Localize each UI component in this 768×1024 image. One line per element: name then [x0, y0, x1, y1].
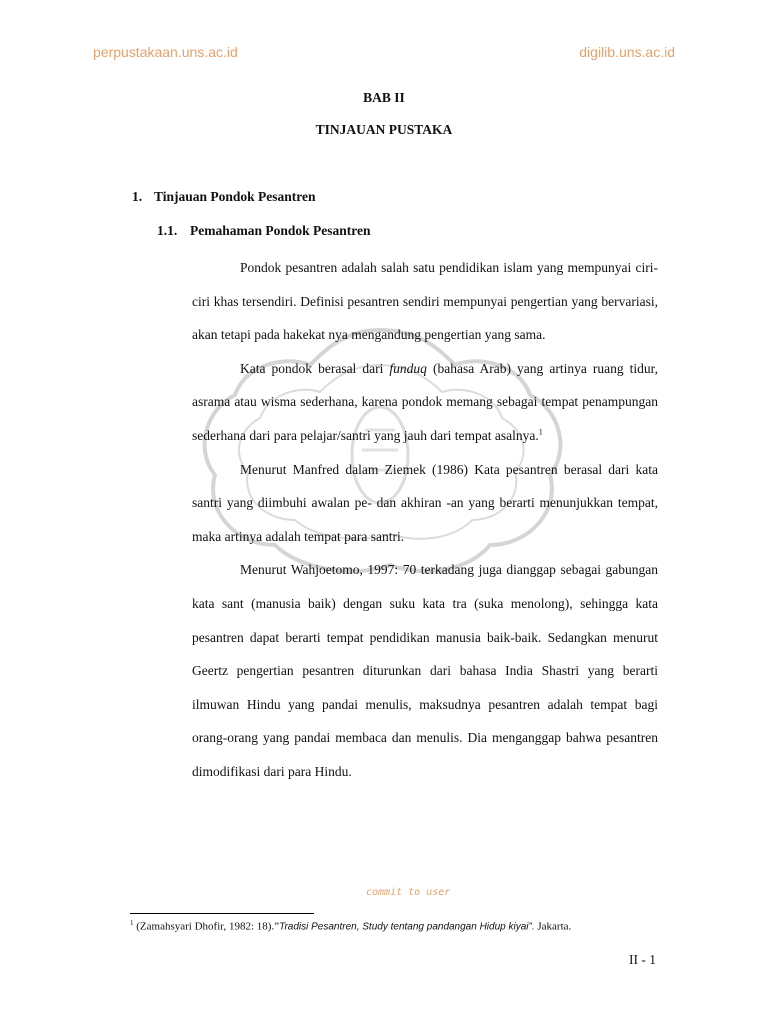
footnote-italic: Tradisi Pesantren, Study tentang pandangan Hidup kiyai”.	[279, 921, 535, 933]
paragraph-2-italic: funduq	[389, 360, 427, 376]
paragraph-2-text-b: (bahasa Arab) yang artinya ruang tidur, asrama atau wisma sederhana, karena pondok memang sebagai tempat penampungan sederhana dari para pelajar/santri yang jauh dari tempat asalnya.	[192, 360, 658, 443]
section-title: Tinjauan Pondok Pesantren	[154, 189, 316, 204]
paragraph-4: Menurut Wahjoetomo, 1997: 70 terkadang juga dianggap sebagai gabungan kata sant (manusia baik) dengan suku kata tra (suka menolong), sehingga kata pesantren dapat berarti tempat pendidikan manusia baik-baik. Sedangkan menurut Geertz pengertian pesantren diturunkan dari bahasa India Shastri yang berarti ilmuwan Hindu yang pandai menulis, maksudnya pesantren adalah tempat bagi orang-orang yang pandai membaca dan menulis. Dia menganggap bahwa pesantren dimodifikasi dari para Hindu.	[192, 562, 658, 779]
subsection-heading	[157, 223, 371, 239]
footnote-divider	[130, 913, 314, 914]
chapter-heading: BAB II	[363, 90, 405, 105]
footnote-ref[interactable]: 1	[538, 427, 543, 437]
footnote-text-a: (Zamahsyari Dhofir, 1982: 18).”	[136, 920, 280, 933]
footnote-number: 1	[130, 919, 134, 927]
section-heading	[132, 189, 316, 205]
section-number: 1.	[132, 189, 143, 204]
chapter-title: TINJAUAN PUSTAKA	[315, 122, 453, 137]
paragraph-2-text-a: Kata pondok berasal dari	[240, 360, 390, 376]
header-site-right: digilib.uns.ac.id	[579, 44, 675, 60]
header-site-left: perpustakaan.uns.ac.id	[93, 44, 238, 60]
page-number: II - 1	[629, 952, 656, 967]
subsection-title: Pemahaman Pondok Pesantren	[190, 223, 371, 238]
paragraph-2	[192, 352, 658, 453]
subsection-number: 1.1.	[157, 223, 178, 238]
commit-note: commit to user	[366, 887, 451, 898]
paragraph-1: Pondok pesantren adalah salah satu pendidikan islam yang mempunyai ciri-ciri khas tersendiri. Definisi pesantren sendiri mempunyai pengertian yang bervariasi, akan tetapi pada hakekat nya mengandung pengertian yang sama.	[192, 260, 658, 343]
footnote	[130, 919, 571, 933]
body-text	[192, 251, 658, 789]
paragraph-3: Menurut Manfred dalam Ziemek (1986) Kata pesantren berasal dari kata santri yang diimbuhi awalan pe- dan akhiran -an yang berarti menunjukkan tempat, maka artinya adalah tempat para santri.	[192, 461, 658, 544]
footnote-text-b: Jakarta.	[534, 920, 572, 933]
